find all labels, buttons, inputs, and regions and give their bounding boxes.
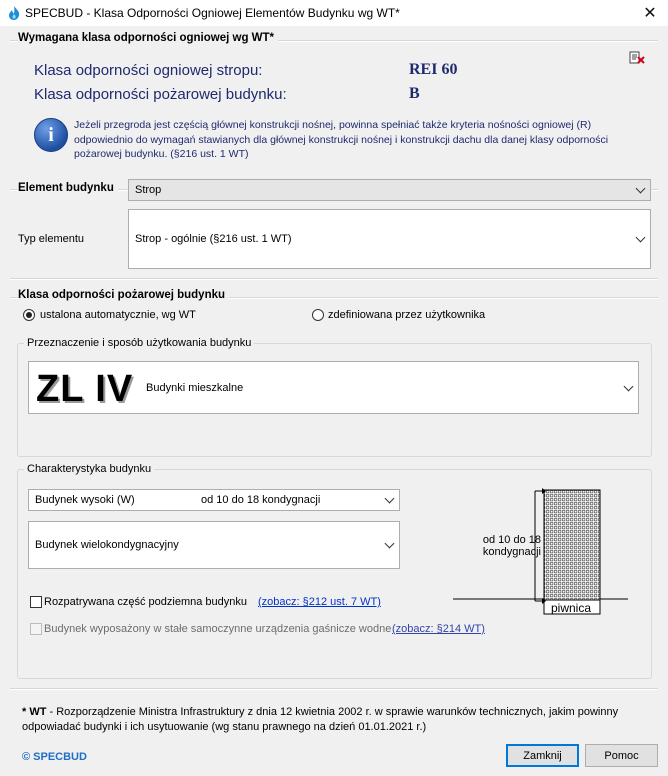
close-icon: ✕ <box>643 5 657 22</box>
extinguishing-system-checkbox[interactable] <box>30 623 42 635</box>
building-class-label: Klasa odporności pożarowej budynku: <box>34 86 287 103</box>
characteristics-group-label: Charakterystyka budynku <box>24 463 154 475</box>
wt-footnote <box>22 705 642 735</box>
basement-checkbox[interactable] <box>30 596 42 608</box>
help-button[interactable] <box>585 744 658 767</box>
window-title: SPECBUD - Klasa Odporności Ogniowej Elementów Budynku wg WT* <box>25 6 400 20</box>
info-message: Jeżeli przegroda jest częścią głównej konstrukcji nośnej, powinna spełniać także kryteria nośności ogniowej (R) odpowiednio do wymagań stawianych dla głównej konstrukcji nośnej i konstrukcji dachu dla danej klasy odporności pożarowej budynku. (§216 ust. 1 WT) <box>74 119 609 160</box>
element-section-title: Element budynku <box>18 182 118 194</box>
diagram-floor-range-line1: od 10 do 18 <box>482 534 541 546</box>
basement-reference-link[interactable]: (zobacz: §212 ust. 7 WT) <box>258 596 381 608</box>
building-height-floors: od 10 do 18 kondygnacji <box>201 494 321 506</box>
section-divider <box>10 688 658 690</box>
radio-user-defined-label[interactable]: zdefiniowana przez użytkownika <box>328 309 486 321</box>
info-icon-glyph: i <box>48 123 54 146</box>
info-icon <box>34 118 68 152</box>
chevron-down-icon <box>385 539 395 549</box>
building-height-value: Budynek wysoki (W) <box>35 494 135 506</box>
print-report-icon[interactable] <box>629 51 645 65</box>
chevron-down-icon <box>636 233 646 243</box>
radio-user-defined[interactable] <box>312 309 324 321</box>
wt-marker: * WT <box>22 706 47 718</box>
help-button-label: Pomoc <box>604 749 639 762</box>
extinguishing-reference-link[interactable]: (zobacz: §214 WT) <box>392 623 485 635</box>
zl-category-description: Budynki mieszkalne <box>146 382 244 394</box>
element-select[interactable] <box>128 179 651 201</box>
class-section-title: Klasa odporności pożarowej budynku <box>18 289 229 301</box>
radio-auto-label[interactable]: ustalona automatycznie, wg WT <box>40 309 196 321</box>
close-window-button[interactable] <box>632 0 668 26</box>
chevron-down-icon <box>385 494 395 504</box>
app-flame-icon <box>8 6 20 20</box>
building-height-select[interactable] <box>28 489 400 511</box>
purpose-group-label: Przeznaczenie i sposób użytkowania budynku <box>24 337 254 349</box>
section-divider <box>10 278 658 280</box>
element-type-select[interactable] <box>128 209 651 269</box>
title-bar[interactable] <box>0 0 668 26</box>
required-section-title: Wymagana klasa odporności ogniowej wg WT* <box>18 32 278 44</box>
ceiling-class-value: REI 60 <box>409 61 458 78</box>
element-type-label: Typ elementu <box>18 233 85 245</box>
copyright-link[interactable]: © SPECBUD <box>22 751 87 763</box>
diagram-floor-range-line2: kondygnacji <box>482 546 541 558</box>
element-select-value: Strop <box>135 184 162 196</box>
building-class-value: B <box>409 85 420 102</box>
building-diagram <box>450 486 640 618</box>
close-button[interactable] <box>506 744 579 767</box>
purpose-select[interactable] <box>28 361 639 414</box>
radio-auto[interactable] <box>23 309 35 321</box>
extinguishing-system-label: Budynek wyposażony w stałe samoczynne urządzenia gaśnicze wodne <box>44 623 392 635</box>
diagram-basement-label: piwnica <box>551 601 592 615</box>
zl-category-code: ZL IV <box>36 368 134 410</box>
chevron-down-icon <box>636 184 646 194</box>
close-button-label: Zamknij <box>523 749 562 762</box>
basement-checkbox-label[interactable]: Rozpatrywana część podziemna budynku <box>44 596 248 608</box>
building-storeys-value: Budynek wielokondygnacyjny <box>35 539 179 551</box>
ceiling-class-label: Klasa odporności ogniowej stropu: <box>34 62 263 79</box>
chevron-down-icon <box>624 381 634 391</box>
wt-definition: - Rozporządzenie Ministra Infrastruktury z dnia 12 kwietnia 2002 r. w sprawie warunków technicznych, jakim powinny odpowiadać budynki i ich usytuowanie (wg stanu prawnego na dzień 01.01.2021 r.) <box>22 706 619 733</box>
element-type-value: Strop - ogólnie (§216 ust. 1 WT) <box>135 233 292 245</box>
building-storeys-select[interactable] <box>28 521 400 569</box>
